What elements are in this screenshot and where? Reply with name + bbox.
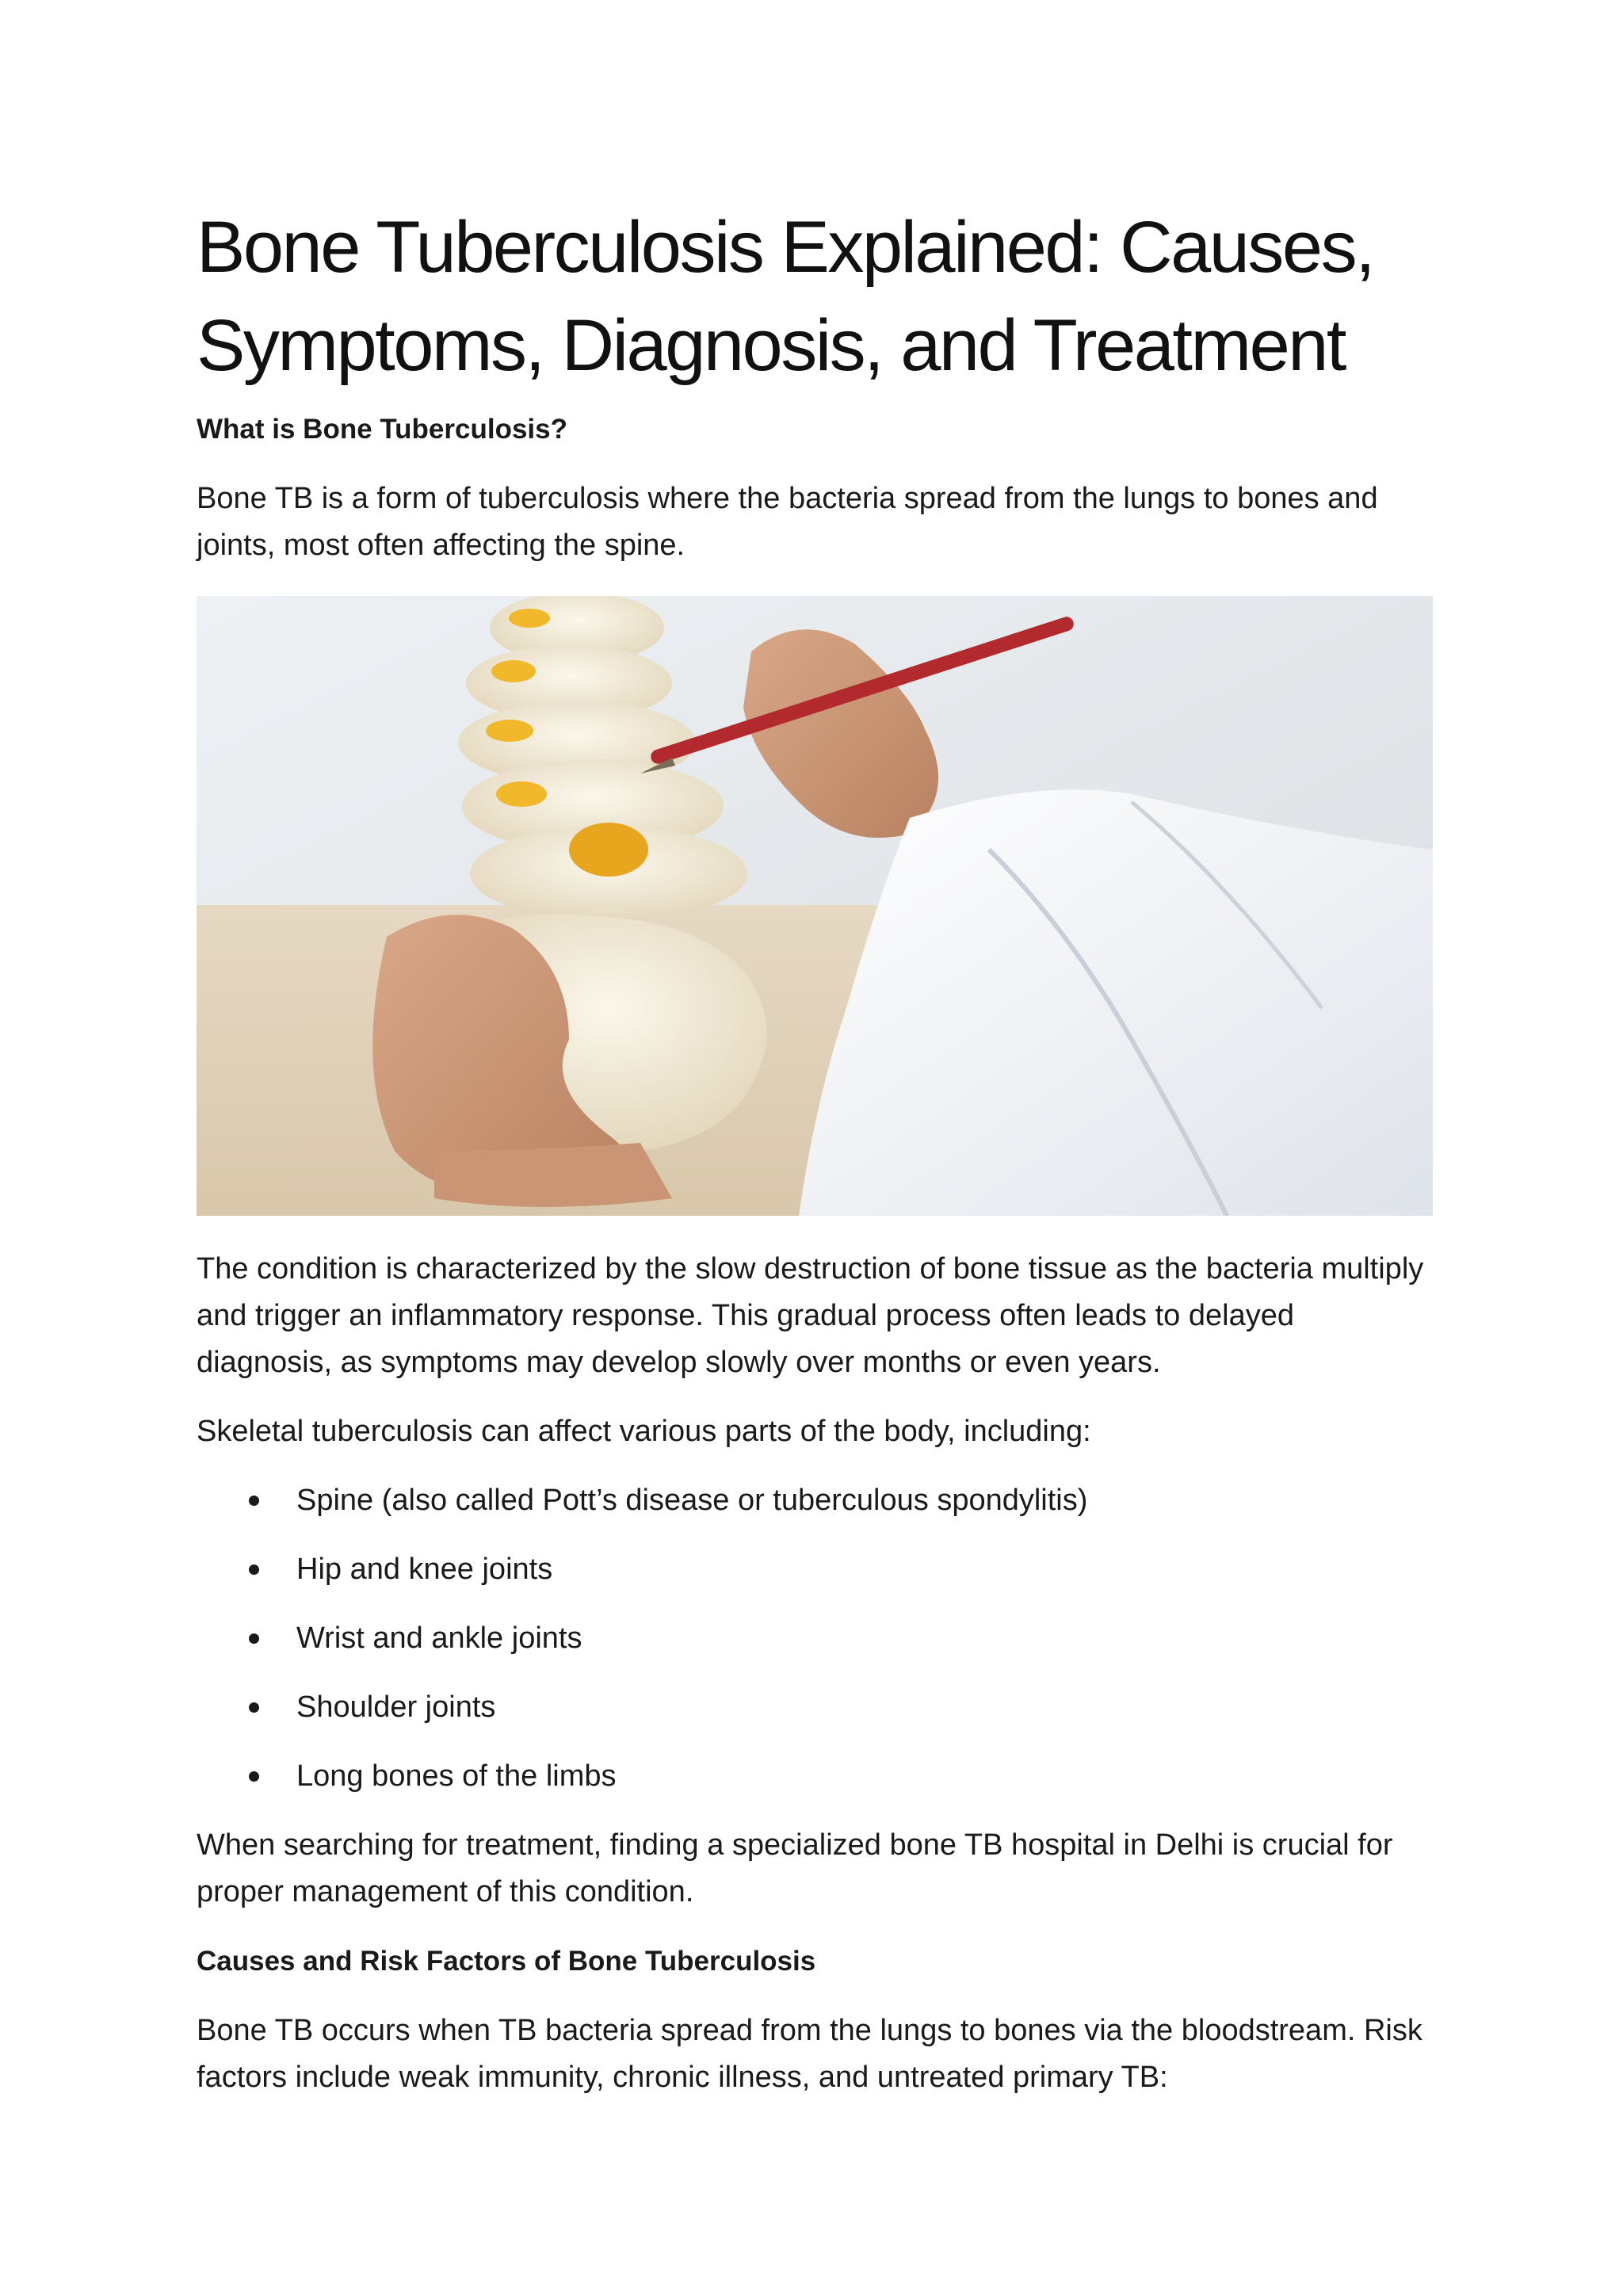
list-item: Wrist and ankle joints: [197, 1615, 1433, 1662]
section-heading-what-is: What is Bone Tuberculosis?: [197, 414, 568, 445]
intro-paragraph: Bone TB is a form of tuberculosis where the bacteria spread from the lungs to bones and joints, most often affecting the spine.: [197, 482, 1378, 562]
title-line-2: Symptoms, Diagnosis, and Treatment: [197, 305, 1345, 386]
bullet-icon: [249, 1633, 259, 1644]
bullet-icon: [249, 1564, 259, 1575]
section-heading-causes: Causes and Risk Factors of Bone Tuberculosis: [197, 1946, 816, 1977]
treatment-paragraph: When searching for treatment, finding a specialized bone TB hospital in Delhi is crucial for proper management of this condition.: [197, 1828, 1393, 1908]
title-line-1: Bone Tuberculosis Explained: Causes,: [197, 207, 1374, 288]
list-item: Spine (also called Pott’s disease or tuberculous spondylitis): [197, 1477, 1433, 1524]
affected-parts-list: [197, 1477, 1433, 1800]
list-item: Long bones of the limbs: [197, 1753, 1433, 1800]
document-page: [197, 198, 1433, 2101]
causes-paragraph: Bone TB occurs when TB bacteria spread from the lungs to bones via the bloodstream. Risk factors include weak immunity, chronic illness, and untreated primary TB:: [197, 2014, 1423, 2094]
page-title: [197, 198, 1433, 395]
bullet-icon: [249, 1702, 259, 1713]
skeletal-paragraph: Skeletal tuberculosis can affect various parts of the body, including:: [197, 1415, 1091, 1448]
list-item: Hip and knee joints: [197, 1546, 1433, 1593]
condition-paragraph: The condition is characterized by the slow destruction of bone tissue as the bacteria multiply and trigger an inflammatory response. This gradual process often leads to delayed diagnosis, as symptoms may develop slowly over months or even years.: [197, 1252, 1424, 1379]
bullet-icon: [249, 1771, 259, 1782]
spine-model-photo: [197, 596, 1433, 1216]
list-item: Shoulder joints: [197, 1684, 1433, 1731]
bullet-icon: [249, 1496, 259, 1506]
